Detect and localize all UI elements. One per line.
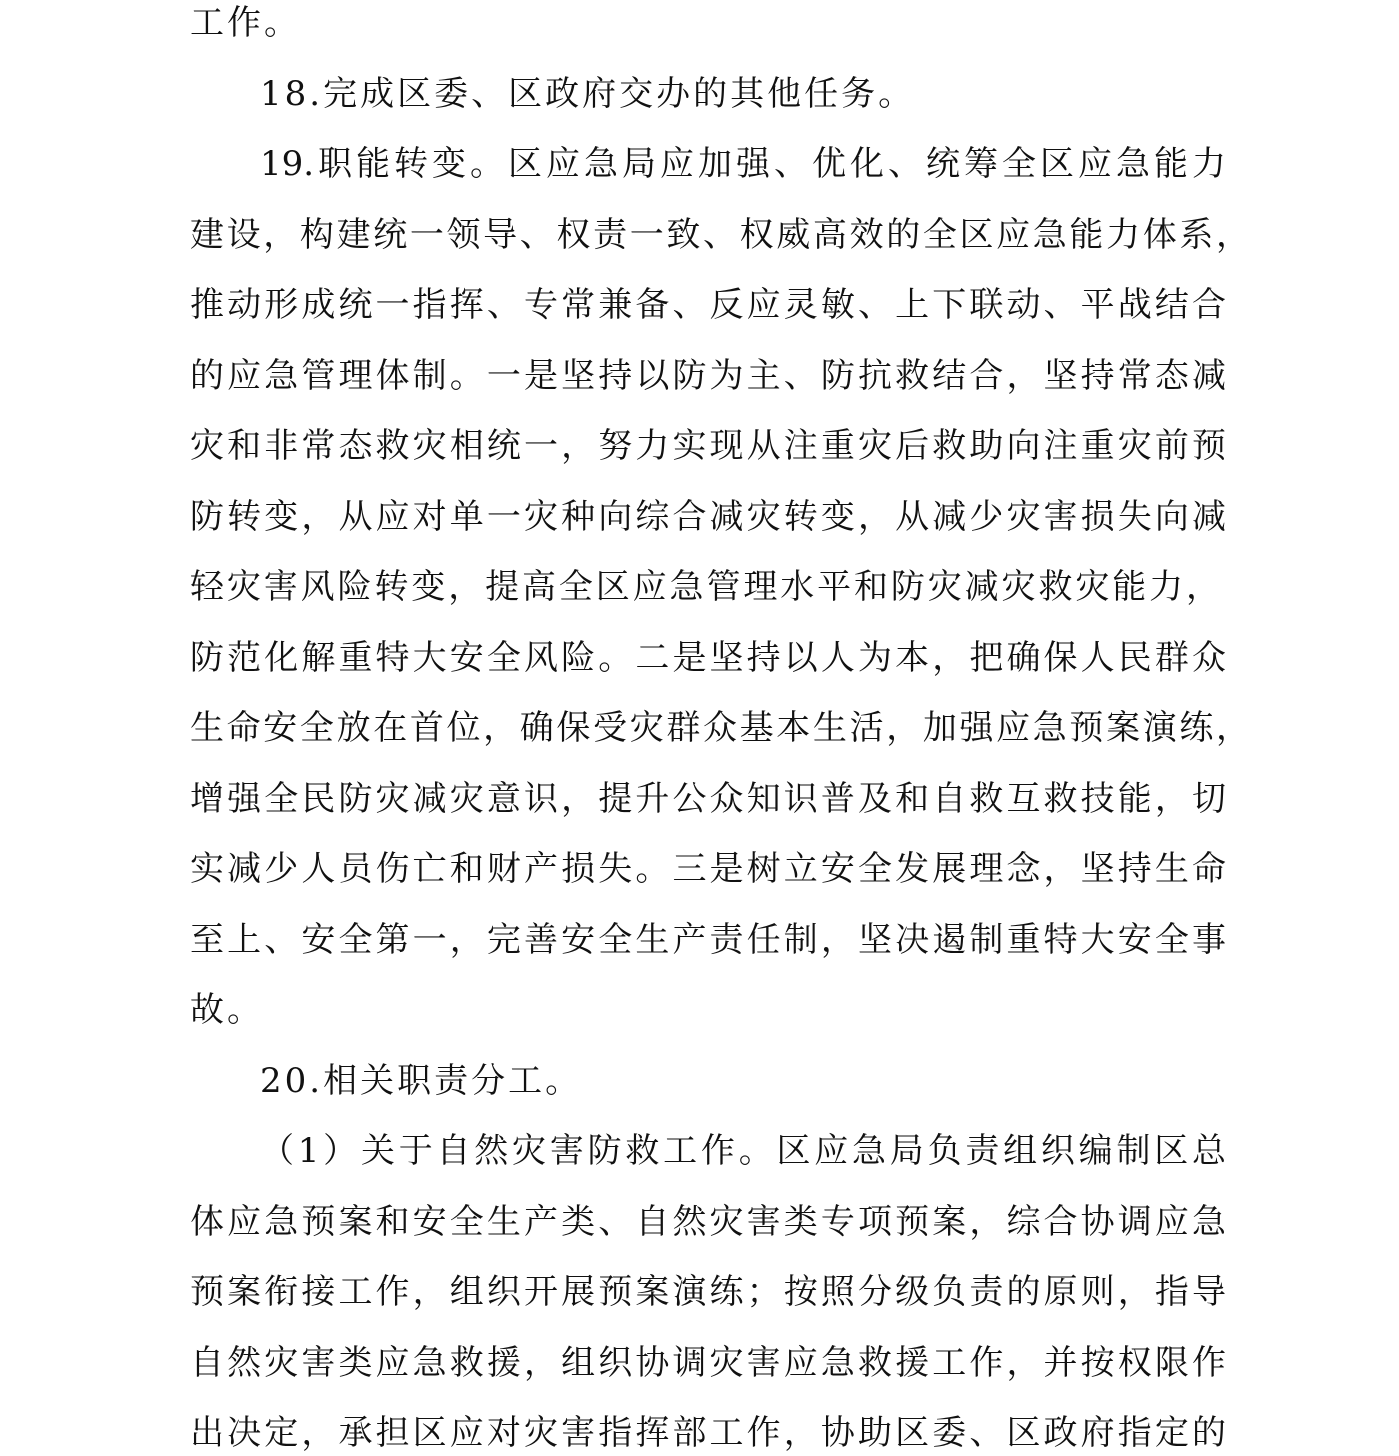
text-line-7: 灾和非常态救灾相统一，努力实现从注重灾后救助向注重灾前预 [190,426,1226,466]
text-line-14: 至上、安全第一，完善安全生产责任制，坚决遏制重特大安全事 [190,920,1226,960]
text-line-5: 推动形成统一指挥、专常兼备、反应灵敏、上下联动、平战结合 [190,285,1226,325]
text-line-3: 19.职能转变。区应急局应加强、优化、统筹全区应急能力 [260,144,1226,184]
text-line-20: 自然灾害类应急救援，组织协调灾害应急救援工作，并按权限作 [190,1343,1226,1383]
text-line-2: 18.完成区委、区政府交办的其他任务。 [260,74,916,114]
text-line-18: 体应急预案和安全生产类、自然灾害类专项预案，综合协调应急 [190,1202,1226,1242]
text-line-9: 轻灾害风险转变，提高全区应急管理水平和防灾减灾救灾能力， [190,567,1220,607]
text-line-11: 生命安全放在首位，确保受灾群众基本生活，加强应急预案演练， [190,708,1250,748]
text-line-10: 防范化解重特大安全风险。二是坚持以人为本，把确保人民群众 [190,638,1226,678]
text-line-13: 实减少人员伤亡和财产损失。三是树立安全发展理念，坚持生命 [190,849,1226,889]
text-line-19: 预案衔接工作，组织开展预案演练；按照分级负责的原则，指导 [190,1272,1226,1312]
text-line-17: （1）关于自然灾害防救工作。区应急局负责组织编制区总 [260,1131,1226,1171]
text-line-21: 出决定，承担区应对灾害指挥部工作，协助区委、区政府指定的 [190,1413,1226,1453]
text-line-6: 的应急管理体制。一是坚持以防为主、防抗救结合，坚持常态减 [190,356,1226,396]
text-line-4: 建设，构建统一领导、权责一致、权威高效的全区应急能力体系， [190,215,1250,255]
section-heading: 20.相关职责分工。 [260,1061,583,1101]
text-line-15: 故。 [190,990,264,1030]
text-line-12: 增强全民防灾减灾意识，提升公众知识普及和自救互救技能，切 [190,779,1226,819]
text-line-1: 工作。 [190,3,301,43]
text-line-8: 防转变，从应对单一灾种向综合减灾转变，从减少灾害损失向减 [190,497,1226,537]
